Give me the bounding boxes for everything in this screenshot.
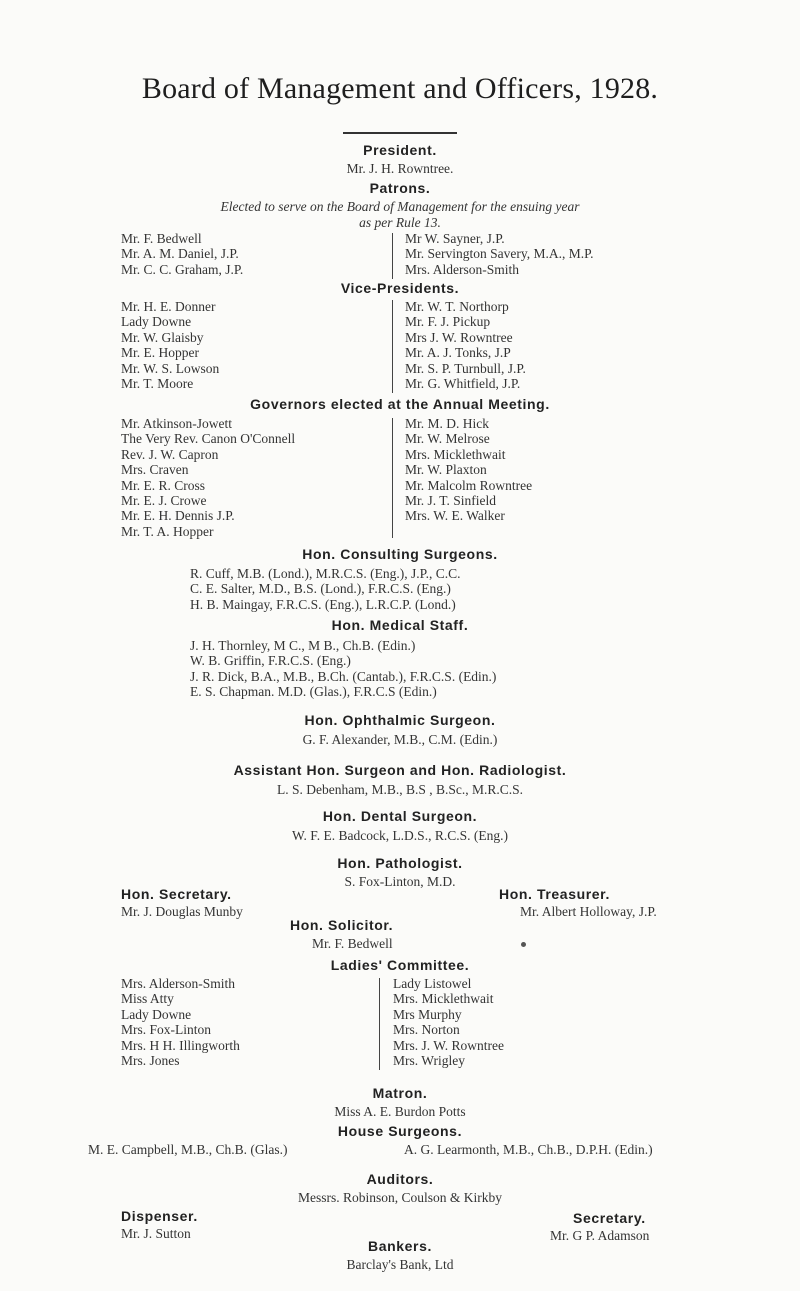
vice-presidents-heading: Vice-Presidents. (340, 280, 460, 296)
secretary-heading: Hon. Secretary. (121, 886, 232, 902)
patrons-note-line2: as per Rule 13. (359, 215, 441, 230)
list-item: Mr. C. C. Graham, J.P. (121, 261, 244, 277)
auditors-name: Messrs. Robinson, Coulson & Kirkby (297, 1190, 503, 1205)
governors-right-list (405, 416, 532, 524)
house-surgeon-left: M. E. Campbell, M.B., Ch.B. (Glas.) (88, 1142, 288, 1157)
list-item: Mr. F. Bedwell (121, 231, 202, 246)
house-surgeon-right: A. G. Learmonth, M.B., Ch.B., D.P.H. (Edin.) (404, 1142, 653, 1157)
house-surgeons-heading: House Surgeons. (337, 1123, 463, 1139)
radiologist-name: L. S. Debenham, M.B., B.S , B.Sc., M.R.C.S. (276, 782, 524, 797)
title-rule (343, 132, 457, 134)
list-item: Mrs. Craven (121, 462, 189, 478)
list-item: Mr. W. T. Northorp (405, 299, 509, 314)
secretary2-name: Mr. G P. Adamson (550, 1228, 650, 1243)
list-item: Mrs. Micklethwait (393, 991, 494, 1007)
treasurer-heading: Hon. Treasurer. (499, 886, 610, 902)
bankers-name: Barclay's Bank, Ltd (346, 1257, 454, 1272)
list-item: W. B. Griffin, F.R.C.S. (Eng.) (190, 653, 351, 669)
list-item: Mr. E. H. Dennis J.P. (121, 508, 235, 524)
list-item: Rev. J. W. Capron (121, 446, 219, 462)
medical-staff-heading: Hon. Medical Staff. (331, 617, 469, 633)
list-item: Mr. W. S. Lowson (121, 360, 220, 376)
list-item: Mrs J. W. Rowntree (405, 329, 513, 345)
president-name: Mr. J. H. Rowntree. (346, 161, 454, 176)
radiologist-heading: Assistant Hon. Surgeon and Hon. Radiologist. (233, 762, 567, 778)
page-title: Board of Management and Officers, 1928. (141, 72, 659, 105)
list-item: Miss Atty (121, 991, 174, 1007)
list-item: Mr. T. Moore (121, 376, 194, 392)
ladies-committee-heading: Ladies' Committee. (330, 957, 470, 973)
dental-name: W. F. E. Badcock, L.D.S., R.C.S. (Eng.) (292, 828, 508, 843)
list-item: J. R. Dick, B.A., M.B., B.Ch. (Cantab.), F.R.C.S. (Edin.) (190, 668, 497, 684)
list-item: Mr. A. J. Tonks, J.P (405, 345, 511, 361)
vice-presidents-right-list (405, 299, 526, 391)
patrons-left-list (121, 231, 243, 277)
bankers-heading: Bankers. (368, 1238, 432, 1254)
list-item: Mrs Murphy (393, 1006, 462, 1022)
governors-heading: Governors elected at the Annual Meeting. (250, 396, 550, 412)
patrons-heading: Patrons. (369, 180, 431, 196)
consulting-surgeons-heading: Hon. Consulting Surgeons. (302, 546, 498, 562)
list-item: Mrs. Fox-Linton (121, 1022, 212, 1038)
ladies-committee-left-list (121, 976, 240, 1068)
secretary-name: Mr. J. Douglas Munby (121, 904, 243, 919)
list-item: Mrs. Alderson-Smith (121, 976, 236, 991)
solicitor-name: Mr. F. Bedwell (312, 936, 393, 951)
pathologist-heading: Hon. Pathologist. (337, 855, 463, 871)
list-item: Lady Listowel (393, 976, 472, 991)
solicitor-heading: Hon. Solicitor. (290, 917, 394, 933)
patrons-note-line1: Elected to serve on the Board of Management for the ensuing year (220, 199, 580, 214)
list-item: Mr. W. Melrose (405, 431, 490, 447)
list-item: C. E. Salter, M.D., B.S. (Lond.), F.R.C.S. (Eng.) (190, 581, 451, 597)
patrons-divider (392, 233, 393, 279)
vice-presidents-divider (392, 300, 393, 393)
secretary2-heading: Secretary. (573, 1210, 646, 1226)
list-item: R. Cuff, M.B. (Lond.), M.R.C.S. (Eng.), J.P., C.C. (190, 566, 461, 581)
list-item: Mr. G. Whitfield, J.P. (405, 376, 521, 392)
matron-name: Miss A. E. Burdon Potts (334, 1104, 466, 1119)
president-heading: President. (363, 142, 437, 158)
list-item: Mr. E. J. Crowe (121, 493, 207, 509)
list-item: Mr. S. P. Turnbull, J.P. (405, 360, 526, 376)
list-item: Mr. Malcolm Rowntree (405, 477, 533, 493)
patrons-right-list (405, 231, 594, 277)
list-item: Mrs. J. W. Rowntree (393, 1037, 504, 1053)
list-item: Mr. E. Hopper (121, 345, 199, 361)
list-item: E. S. Chapman. M.D. (Glas.), F.R.C.S (Edin.) (190, 684, 437, 700)
list-item: Mr. Atkinson-Jowett (121, 416, 233, 431)
governors-divider (392, 418, 393, 538)
list-item: Mr. F. J. Pickup (405, 314, 491, 330)
matron-heading: Matron. (372, 1085, 428, 1101)
ladies-committee-divider (379, 978, 380, 1070)
medical-staff-list (190, 638, 496, 700)
ophthalmic-heading: Hon. Ophthalmic Surgeon. (304, 712, 496, 728)
list-item: J. H. Thornley, M C., M B., Ch.B. (Edin.) (190, 638, 416, 653)
governors-left-list (121, 416, 295, 539)
ophthalmic-name: G. F. Alexander, M.B., C.M. (Edin.) (302, 732, 498, 747)
list-item: Lady Downe (121, 314, 192, 330)
list-item: Mr W. Sayner, J.P. (405, 231, 505, 246)
list-item: Mr. W. Glaisby (121, 329, 204, 345)
list-item: The Very Rev. Canon O'Connell (121, 431, 296, 447)
list-item: Mr. T. A. Hopper (121, 523, 214, 539)
list-item: Mrs. Alderson-Smith (405, 261, 520, 277)
list-item: Lady Downe (121, 1006, 192, 1022)
ladies-committee-right-list (393, 976, 504, 1068)
dental-heading: Hon. Dental Surgeon. (322, 808, 478, 824)
list-item: Mrs. H H. Illingworth (121, 1037, 240, 1053)
list-item: Mrs. Jones (121, 1053, 180, 1069)
treasurer-name: Mr. Albert Holloway, J.P. (520, 904, 657, 919)
list-item: Mr. J. T. Sinfield (405, 493, 497, 509)
list-item: Mr. H. E. Donner (121, 299, 216, 314)
dispenser-heading: Dispenser. (121, 1208, 198, 1224)
consulting-surgeons-list (190, 566, 461, 612)
list-item: Mr. M. D. Hick (405, 416, 489, 431)
list-item: Mrs. Wrigley (393, 1053, 465, 1069)
list-item: Mr. E. R. Cross (121, 477, 206, 493)
decorative-dot (521, 942, 526, 947)
pathologist-name: S. Fox-Linton, M.D. (344, 874, 456, 889)
list-item: Mrs. W. E. Walker (405, 508, 505, 524)
list-item: Mrs. Micklethwait (405, 446, 506, 462)
dispenser-name: Mr. J. Sutton (121, 1226, 191, 1241)
list-item: Mr. A. M. Daniel, J.P. (121, 246, 239, 262)
auditors-heading: Auditors. (366, 1171, 434, 1187)
list-item: H. B. Maingay, F.R.C.S. (Eng.), L.R.C.P. (Lond.) (190, 596, 456, 612)
vice-presidents-left-list (121, 299, 219, 391)
list-item: Mr. Servington Savery, M.A., M.P. (405, 246, 594, 262)
list-item: Mrs. Norton (393, 1022, 460, 1038)
list-item: Mr. W. Plaxton (405, 462, 487, 478)
